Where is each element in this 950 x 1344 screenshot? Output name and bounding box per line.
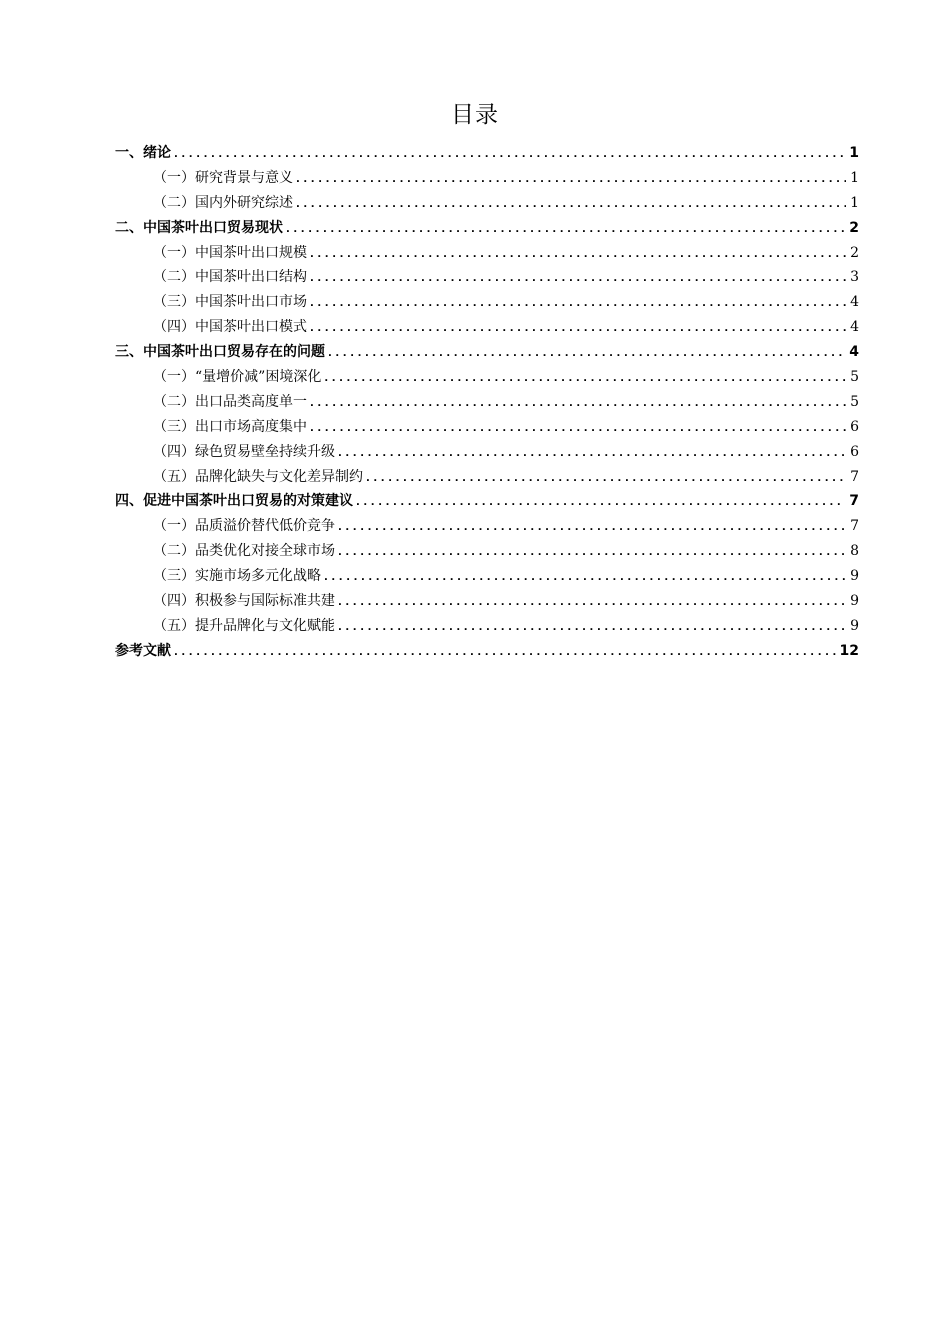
toc-page-number: 9 [850,568,859,585]
toc-entry-title: （四）中国茶叶出口模式 [153,319,307,336]
toc-dot-leader [338,516,846,539]
toc-dot-leader [310,292,846,315]
toc-page-number: 8 [850,543,859,560]
toc-dot-leader [310,243,846,266]
toc-page-number: 7 [850,468,859,485]
toc-chapter-entry[interactable] [115,639,859,664]
toc-entry-title: 二、中国茶叶出口贸易现状 [115,219,283,236]
toc-dot-leader [324,367,846,390]
toc-section-entry[interactable] [115,614,859,639]
toc-dot-leader [338,541,846,564]
toc-page-number: 6 [850,418,859,435]
toc-entry-title: （四）绿色贸易壁垒持续升级 [153,443,335,460]
toc-section-entry[interactable] [115,589,859,614]
toc-entry-title: （五）品牌化缺失与文化差异制约 [153,468,363,485]
toc-page-number: 2 [850,244,859,261]
toc-page-number: 6 [850,443,859,460]
toc-entry-title: （五）提升品牌化与文化赋能 [153,617,335,634]
toc-page-number: 2 [849,219,859,236]
toc-page-number: 3 [850,269,859,286]
toc-entry-title: 参考文献 [115,642,171,659]
toc-section-entry[interactable] [115,415,859,440]
toc-dot-leader [296,168,846,191]
toc-entry-title: 三、中国茶叶出口贸易存在的问题 [115,344,325,361]
toc-dot-leader [310,267,846,290]
toc-page-number: 12 [839,642,859,659]
toc-page-number: 1 [849,145,859,161]
toc-dot-leader [338,591,846,614]
toc-entry-title: （一）中国茶叶出口规模 [153,244,307,261]
toc-page-number: 9 [850,593,859,610]
toc-dot-leader [338,442,846,465]
toc-entry-title: （三）出口市场高度集中 [153,418,307,435]
toc-page-number: 7 [850,518,859,535]
toc-entry-title: （一）研究背景与意义 [153,169,293,186]
toc-page-number: 4 [850,294,859,311]
toc-section-entry[interactable] [115,290,859,315]
toc-entry-title: 一、绪论 [115,145,171,161]
toc-page-number: 5 [850,393,859,410]
toc-entry-title: （三）中国茶叶出口市场 [153,294,307,311]
toc-dot-leader [310,417,846,440]
toc-section-entry[interactable] [115,166,859,191]
toc-dot-leader [324,566,846,589]
toc-entry-title: （四）积极参与国际标准共建 [153,593,335,610]
toc-dot-leader [310,317,846,340]
toc-entry-title: （三）实施市场多元化战略 [153,568,321,585]
toc-entry-title: 四、促进中国茶叶出口贸易的对策建议 [115,493,353,510]
toc-page-number: 9 [850,617,859,634]
toc-section-entry[interactable] [115,191,859,216]
toc-page-number: 5 [850,369,859,386]
toc-section-entry[interactable] [115,514,859,539]
toc-dot-leader [296,193,846,216]
toc-section-entry[interactable] [115,465,859,490]
toc-dot-leader [356,491,845,514]
toc-chapter-entry[interactable] [115,489,859,514]
toc-entry-title: （一）品质溢价替代低价竞争 [153,518,335,535]
toc-page-number: 4 [849,344,859,361]
toc-section-entry[interactable] [115,365,859,390]
toc-entry-title: （二）出口品类高度单一 [153,393,307,410]
toc-section-entry[interactable] [115,315,859,340]
toc-dot-leader [338,616,846,639]
toc-chapter-entry[interactable] [115,216,859,241]
toc-page-number: 1 [850,169,859,186]
toc-entry-title: （二）品类优化对接全球市场 [153,543,335,560]
toc-page-number: 7 [849,493,859,510]
toc-dot-leader [286,218,845,241]
toc-section-entry[interactable] [115,265,859,290]
toc-title: 目录 [451,102,499,128]
toc-page-number: 4 [850,319,859,336]
toc-dot-leader [328,342,845,365]
toc-chapter-entry[interactable] [115,340,859,365]
toc-section-entry[interactable] [115,539,859,564]
toc-page-number: 1 [850,194,859,211]
toc-section-entry[interactable] [115,241,859,266]
toc-dot-leader [174,143,845,166]
toc-entry-title: （二）中国茶叶出口结构 [153,269,307,286]
toc-section-entry[interactable] [115,440,859,465]
toc-dot-leader [310,392,846,415]
toc-dot-leader [366,467,846,490]
toc-section-entry[interactable] [115,390,859,415]
toc-chapter-entry[interactable] [115,141,859,166]
table-of-contents [115,141,859,664]
toc-entry-title: （一）“量增价减”困境深化 [153,369,322,386]
toc-dot-leader [174,641,836,664]
toc-section-entry[interactable] [115,564,859,589]
toc-entry-title: （二）国内外研究综述 [153,194,293,211]
